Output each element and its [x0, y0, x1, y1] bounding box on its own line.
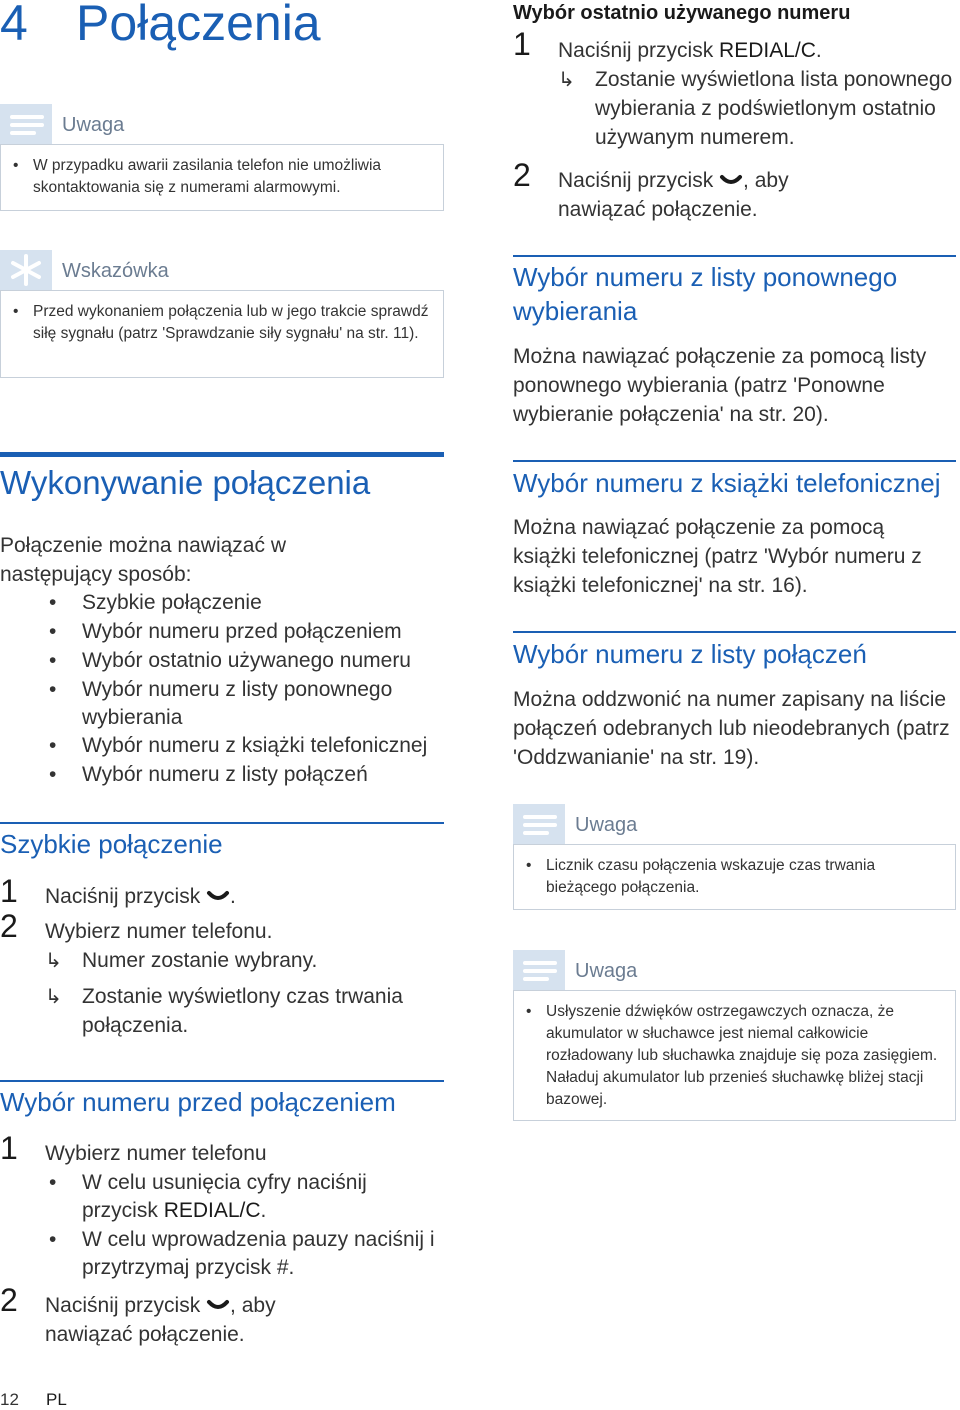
subsection-title: Wybór numeru przed połączeniem [0, 1087, 396, 1117]
note-lines-icon [513, 950, 565, 990]
tip-box [0, 290, 444, 378]
subsection-rule [513, 631, 956, 633]
list-item: • Wybór numeru z listy połączeń [49, 763, 368, 786]
subsection-rule [513, 255, 956, 257]
subsection-title: Wybór numeru z listy połączeń [513, 639, 867, 669]
step-text: Naciśnij przycisk REDIAL/C. [558, 39, 822, 62]
note-title: Uwaga [575, 960, 638, 982]
note-lines-icon [0, 104, 52, 144]
step-number: 2 [513, 157, 531, 193]
list-item: • W celu wprowadzenia pauzy naciśnij i przytrzymaj przycisk #. [49, 1228, 435, 1279]
list-item: • Wybór numeru z listy ponownego wybierania [49, 678, 393, 729]
step-text: Naciśnij przycisk , aby nawiązać połączenie. [558, 169, 789, 221]
note-box [513, 990, 956, 1121]
subsection-title: Wybór numeru z listy ponownego wybierania [513, 262, 898, 326]
step-number: 1 [0, 1130, 18, 1166]
section-text: Można nawiązać połączenie za pomocą książki telefonicznej (patrz 'Wybór numeru z książki telefonicznej' na str. 16). [513, 516, 922, 597]
tip-text: Przed wykonaniem połączenia lub w jego trakcie sprawdź siłę sygnału (patrz 'Sprawdzanie siły sygnału' na str. 11). [33, 303, 429, 342]
result-arrow-icon: ↳ [558, 69, 575, 91]
bullet: • [13, 303, 19, 320]
call-key-icon [719, 169, 743, 192]
result-arrow-icon: ↳ [45, 950, 62, 972]
section-rule [0, 452, 444, 457]
subsection-rule [513, 460, 956, 462]
result-arrow-icon: ↳ [45, 986, 62, 1008]
list-item: • Szybkie połączenie [49, 591, 262, 614]
tip-title: Wskazówka [62, 260, 169, 282]
step-text: Wybierz numer telefonu. [45, 920, 273, 943]
chapter-title: Połączenia [76, 0, 321, 51]
language-code: PL [46, 1390, 67, 1409]
list-item: • Wybór numeru przed połączeniem [49, 620, 402, 643]
note-lines-icon [513, 804, 565, 844]
step-text: Naciśnij przycisk . [45, 885, 236, 908]
subsection-title: Wybór ostatnio używanego numeru [513, 2, 851, 24]
tip-box-header [0, 250, 444, 290]
step-number: 1 [513, 26, 531, 62]
note-box [0, 144, 444, 211]
bullet: • [13, 157, 19, 174]
result-text: Zostanie wyświetlona lista ponownego wybierania z podświetlonym ostatnio używanym numerem. [595, 68, 953, 149]
subsection-title: Szybkie połączenie [0, 829, 223, 859]
bullet: • [526, 857, 532, 874]
step-number: 1 [0, 873, 18, 909]
section-text: Można oddzwonić na numer zapisany na liście połączeń odebranych lub nieodebranych (patrz 'Oddzwanianie' na str. 19). [513, 688, 950, 769]
note-box [513, 844, 956, 910]
note-title: Uwaga [575, 814, 638, 836]
note-text: Usłyszenie dźwięków ostrzegawczych oznacza, że akumulator w słuchawce jest niemal całkowicie rozładowany lub słuchawka znajduje się poza zasięgiem. Naładuj akumulator lub przenieś słuchawkę bliżej stacji bazowej. [546, 1003, 938, 1108]
section-text: Można nawiązać połączenie za pomocą listy ponownego wybierania (patrz 'Ponowne wybieranie połączenia' na str. 20). [513, 345, 927, 426]
call-key-icon [206, 1294, 230, 1317]
list-item: • W celu usunięcia cyfry naciśnij przycisk REDIAL/C. [49, 1171, 367, 1222]
subsection-rule [0, 1080, 444, 1082]
note-title: Uwaga [62, 114, 125, 136]
step-number: 2 [0, 908, 18, 944]
list-item: • Wybór numeru z książki telefonicznej [49, 734, 428, 757]
note-text: Licznik czasu połączenia wskazuje czas trwania bieżącego połączenia. [546, 857, 876, 896]
step-text: Naciśnij przycisk , aby nawiązać połączenie. [45, 1294, 276, 1346]
subsection-rule [0, 822, 444, 824]
result-text: Zostanie wyświetlony czas trwania połączenia. [82, 985, 403, 1037]
subsection-title: Wybór numeru z książki telefonicznej [513, 468, 941, 498]
result-text: Numer zostanie wybrany. [82, 949, 318, 972]
section-title: Wykonywanie połączenia [0, 464, 371, 501]
page-number: 12 [0, 1390, 19, 1409]
intro-text: Połączenie można nawiązać w następujący sposób: [0, 534, 286, 586]
note-box-header [0, 104, 444, 144]
step-text: Wybierz numer telefonu [45, 1142, 267, 1165]
list-item: • Wybór ostatnio używanego numeru [49, 649, 411, 672]
bullet: • [526, 1003, 532, 1020]
step-number: 2 [0, 1282, 18, 1318]
chapter-number: 4 [0, 0, 28, 51]
note-text: W przypadku awarii zasilania telefon nie umożliwia skontaktowania się z numerami alarmowymi. [33, 157, 382, 196]
asterisk-icon [0, 250, 52, 290]
call-key-icon [206, 885, 230, 908]
note-box-header [513, 950, 956, 990]
note-box-header [513, 804, 956, 844]
